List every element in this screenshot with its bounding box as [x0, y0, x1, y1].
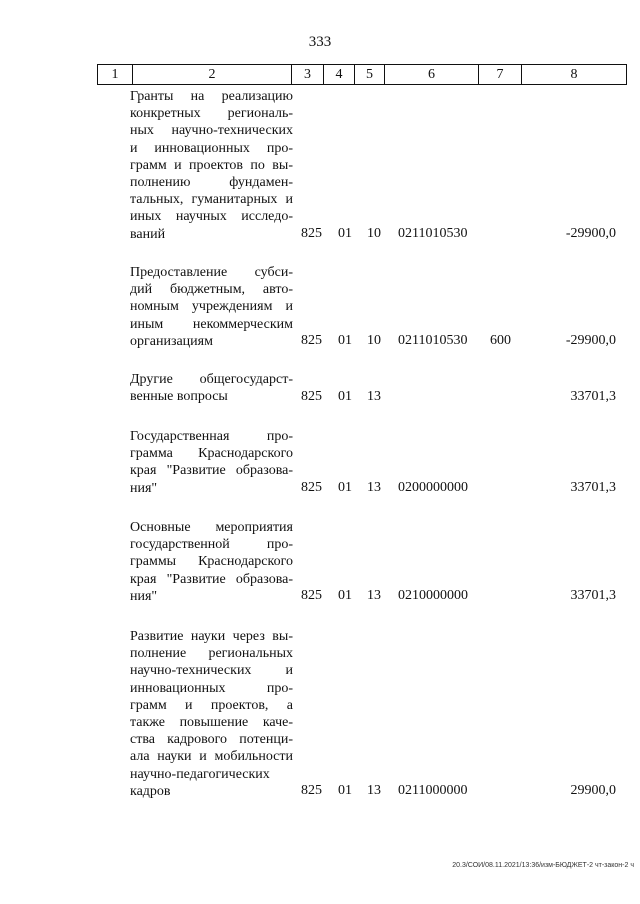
description-line: ала науки и мобильности [130, 749, 293, 765]
cell-col-4: 01 [338, 783, 352, 798]
description-line: дий бюджетным, авто- [130, 282, 293, 298]
cell-col-8: 33701,3 [570, 480, 616, 495]
cell-col-3: 825 [301, 333, 322, 348]
header-col-4: 4 [323, 65, 354, 84]
cell-col-5: 13 [367, 783, 381, 798]
description-line: Гранты на реализацию [130, 89, 293, 104]
description-line: иных научных исследо- [130, 209, 293, 225]
description-line: конкретных региональ- [130, 106, 293, 122]
header-col-1: 1 [111, 67, 119, 82]
cell-col-8: -29900,0 [565, 333, 616, 348]
description-line: венные вопросы [130, 389, 228, 405]
cell-col-8: 29900,0 [570, 783, 616, 798]
cell-col-6: 0211010530 [398, 226, 468, 241]
description-line: края "Развитие образова- [130, 463, 293, 479]
cell-col-6: 0210000000 [398, 588, 468, 603]
description-line: номным учреждениям и [130, 299, 293, 315]
description-line: грамм и проектов по вы- [130, 157, 293, 173]
description-line: края "Развитие образова- [130, 571, 293, 587]
cell-col-3: 825 [301, 389, 322, 404]
header-col-3: 3 [291, 65, 323, 84]
cell-col-3: 825 [301, 480, 322, 495]
header-col-6: 6 [384, 65, 478, 84]
description-line: Другие общегосударст- [130, 372, 293, 387]
cell-col-5: 10 [367, 333, 381, 348]
description-line: ния" [130, 480, 158, 496]
description-line: Государственная про- [130, 429, 293, 444]
cell-col-3: 825 [301, 783, 322, 798]
row-description [130, 88, 293, 243]
description-line: кадров [130, 783, 171, 799]
cell-col-5: 13 [367, 588, 381, 603]
cell-col-4: 01 [338, 588, 352, 603]
description-line: инновационных про- [130, 680, 293, 696]
description-line: государственной про- [130, 537, 293, 553]
header-col-5: 5 [354, 65, 384, 84]
cell-col-6: 0211000000 [398, 783, 468, 798]
description-line: Основные мероприятия [130, 520, 293, 535]
description-line: граммы Краснодарского [130, 554, 293, 570]
row-description [130, 264, 293, 350]
cell-col-8: -29900,0 [565, 226, 616, 241]
header-col-8: 8 [521, 65, 626, 84]
cell-col-5: 13 [367, 480, 381, 495]
cell-col-4: 01 [338, 226, 352, 241]
cell-col-4: 01 [338, 333, 352, 348]
description-line: грамма Краснодарского [130, 446, 293, 462]
cell-col-8: 33701,3 [570, 588, 616, 603]
description-line: организациям [130, 333, 213, 349]
row-description [130, 428, 293, 497]
row-description [130, 371, 293, 405]
description-line: Развитие науки через вы- [130, 629, 293, 644]
cell-col-4: 01 [338, 389, 352, 404]
cell-col-6: 0211010530 [398, 333, 468, 348]
description-line: научно-технических и [130, 663, 293, 679]
row-description [130, 628, 293, 800]
description-line: ных научно-технических [130, 123, 293, 139]
description-line: и инновационных про- [130, 140, 293, 156]
description-line: полнению фундамен- [130, 175, 293, 191]
description-line: грамм и проектов, а [130, 697, 293, 713]
cell-col-8: 33701,3 [570, 389, 616, 404]
description-line: полнение региональных [130, 646, 293, 662]
description-line: тальных, гуманитарных и [130, 192, 293, 208]
description-line: иным некоммерческим [130, 316, 293, 332]
description-line: ства кадрового потенци- [130, 732, 293, 748]
description-line: также повышение каче- [130, 715, 293, 731]
cell-col-3: 825 [301, 226, 322, 241]
page-number: 333 [308, 34, 332, 50]
cell-col-6: 0200000000 [398, 480, 468, 495]
footer-stamp: 20.3/СОИ/08.11.2021/13:36/изм-БЮДЖЕТ-2 чт-закон-2 ч [452, 862, 634, 869]
cell-col-5: 13 [367, 389, 381, 404]
table-header [97, 64, 627, 85]
cell-col-4: 01 [338, 480, 352, 495]
row-description [130, 519, 293, 605]
description-line: научно-педагогических [130, 766, 270, 782]
header-col-7: 7 [478, 65, 521, 84]
description-line: Предоставление субси- [130, 265, 293, 280]
cell-col-7: 600 [490, 333, 511, 348]
description-line: ваний [130, 226, 166, 242]
cell-col-3: 825 [301, 588, 322, 603]
description-line: ния" [130, 588, 158, 604]
header-col-2: 2 [132, 65, 291, 84]
cell-col-5: 10 [367, 226, 381, 241]
